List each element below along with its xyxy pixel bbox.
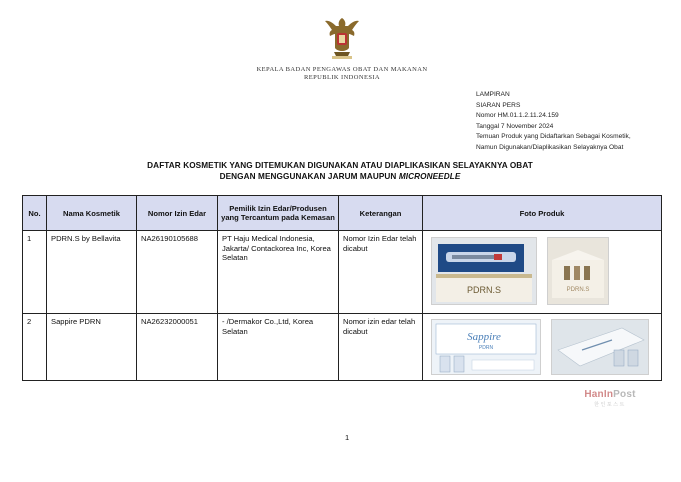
- title-line-1: DAFTAR KOSMETIK YANG DITEMUKAN DIGUNAKAN ATAU DIAPLIKASIKAN SELAYAKNYA OBAT: [147, 161, 533, 170]
- cell-nama: Sappire PDRN: [47, 314, 137, 381]
- agency-header: [232, 66, 452, 82]
- lampiran-line: Tanggal 7 November 2024: [476, 122, 554, 130]
- product-box-label: PDRN.S: [466, 285, 502, 295]
- agency-line-1: KEPALA BADAN PENGAWAS OBAT DAN MAKANAN: [256, 66, 428, 73]
- cell-keterangan: Nomor Izin Edar telah dicabut: [339, 231, 423, 314]
- cell-foto-produk: [423, 231, 662, 314]
- garuda-emblem-icon: [322, 14, 362, 60]
- lampiran-line: LAMPIRAN: [476, 91, 510, 98]
- table-row: [23, 314, 662, 381]
- cell-nomor-izin: NA26190105688: [137, 231, 218, 314]
- product-photo: [431, 237, 537, 305]
- hanin-post-watermark: [580, 389, 640, 408]
- lampiran-line: Temuan Produk yang Didaftarkan Sebagai Kosmetik,: [476, 133, 631, 141]
- product-photo: [431, 319, 541, 375]
- cell-pemilik: PT Haju Medical Indonesia, Jakarta/ Contackorea Inc, Korea Selatan: [218, 231, 339, 314]
- header-foto-produk: Foto Produk: [423, 196, 662, 231]
- product-photo: [547, 237, 609, 305]
- product-box-label: PDRN: [478, 345, 494, 351]
- cell-nomor-izin: NA26232000051: [137, 314, 218, 381]
- cell-no: 2: [23, 314, 47, 381]
- agency-line-2: REPUBLIK INDONESIA: [304, 74, 380, 81]
- watermark-main-a: HanIn: [584, 389, 614, 400]
- title-line-2-italic: MICRONEEDLE: [398, 172, 461, 181]
- product-box-label: PDRN.S: [566, 287, 590, 293]
- lampiran-line: Nomor HM.01.1.2.11.24.159: [476, 112, 559, 120]
- lampiran-line: SIARAN PERS: [476, 101, 521, 109]
- cosmetics-table: [22, 195, 662, 381]
- watermark-main-b: Post: [613, 389, 636, 400]
- header-nomor-izin-edar: Nomor Izin Edar: [137, 196, 218, 231]
- lampiran-line: Namun Digunakan/Diaplikasikan Selayaknya Obat: [476, 143, 624, 151]
- cell-nama: PDRN.S by Bellavita: [47, 231, 137, 314]
- header-nama-kosmetik: Nama Kosmetik: [47, 196, 137, 231]
- header-no: No.: [23, 196, 47, 231]
- product-box-label: Sappire: [467, 331, 501, 343]
- page-number: 1: [345, 433, 350, 442]
- cell-foto-produk: [423, 314, 662, 381]
- product-photo: [551, 319, 649, 375]
- cell-no: 1: [23, 231, 47, 314]
- watermark-sub: 한인포스트: [594, 402, 626, 408]
- cell-keterangan: Nomor izin edar telah dicabut: [339, 314, 423, 381]
- title-line-2-text: DENGAN MENGGUNAKAN JARUM MAUPUN: [219, 172, 399, 181]
- header-pemilik: Pemilik Izin Edar/Produsen yang Tercantum pada Kemasan: [218, 196, 339, 231]
- cell-pemilik: - /Dermakor Co.,Ltd, Korea Selatan: [218, 314, 339, 381]
- lampiran-block: [476, 90, 631, 154]
- document-title: [40, 160, 640, 182]
- header-keterangan: Keterangan: [339, 196, 423, 231]
- table-header-row: [23, 196, 662, 231]
- table-row: [23, 231, 662, 314]
- watermark-main: [580, 389, 640, 400]
- title-line-2: [40, 171, 640, 182]
